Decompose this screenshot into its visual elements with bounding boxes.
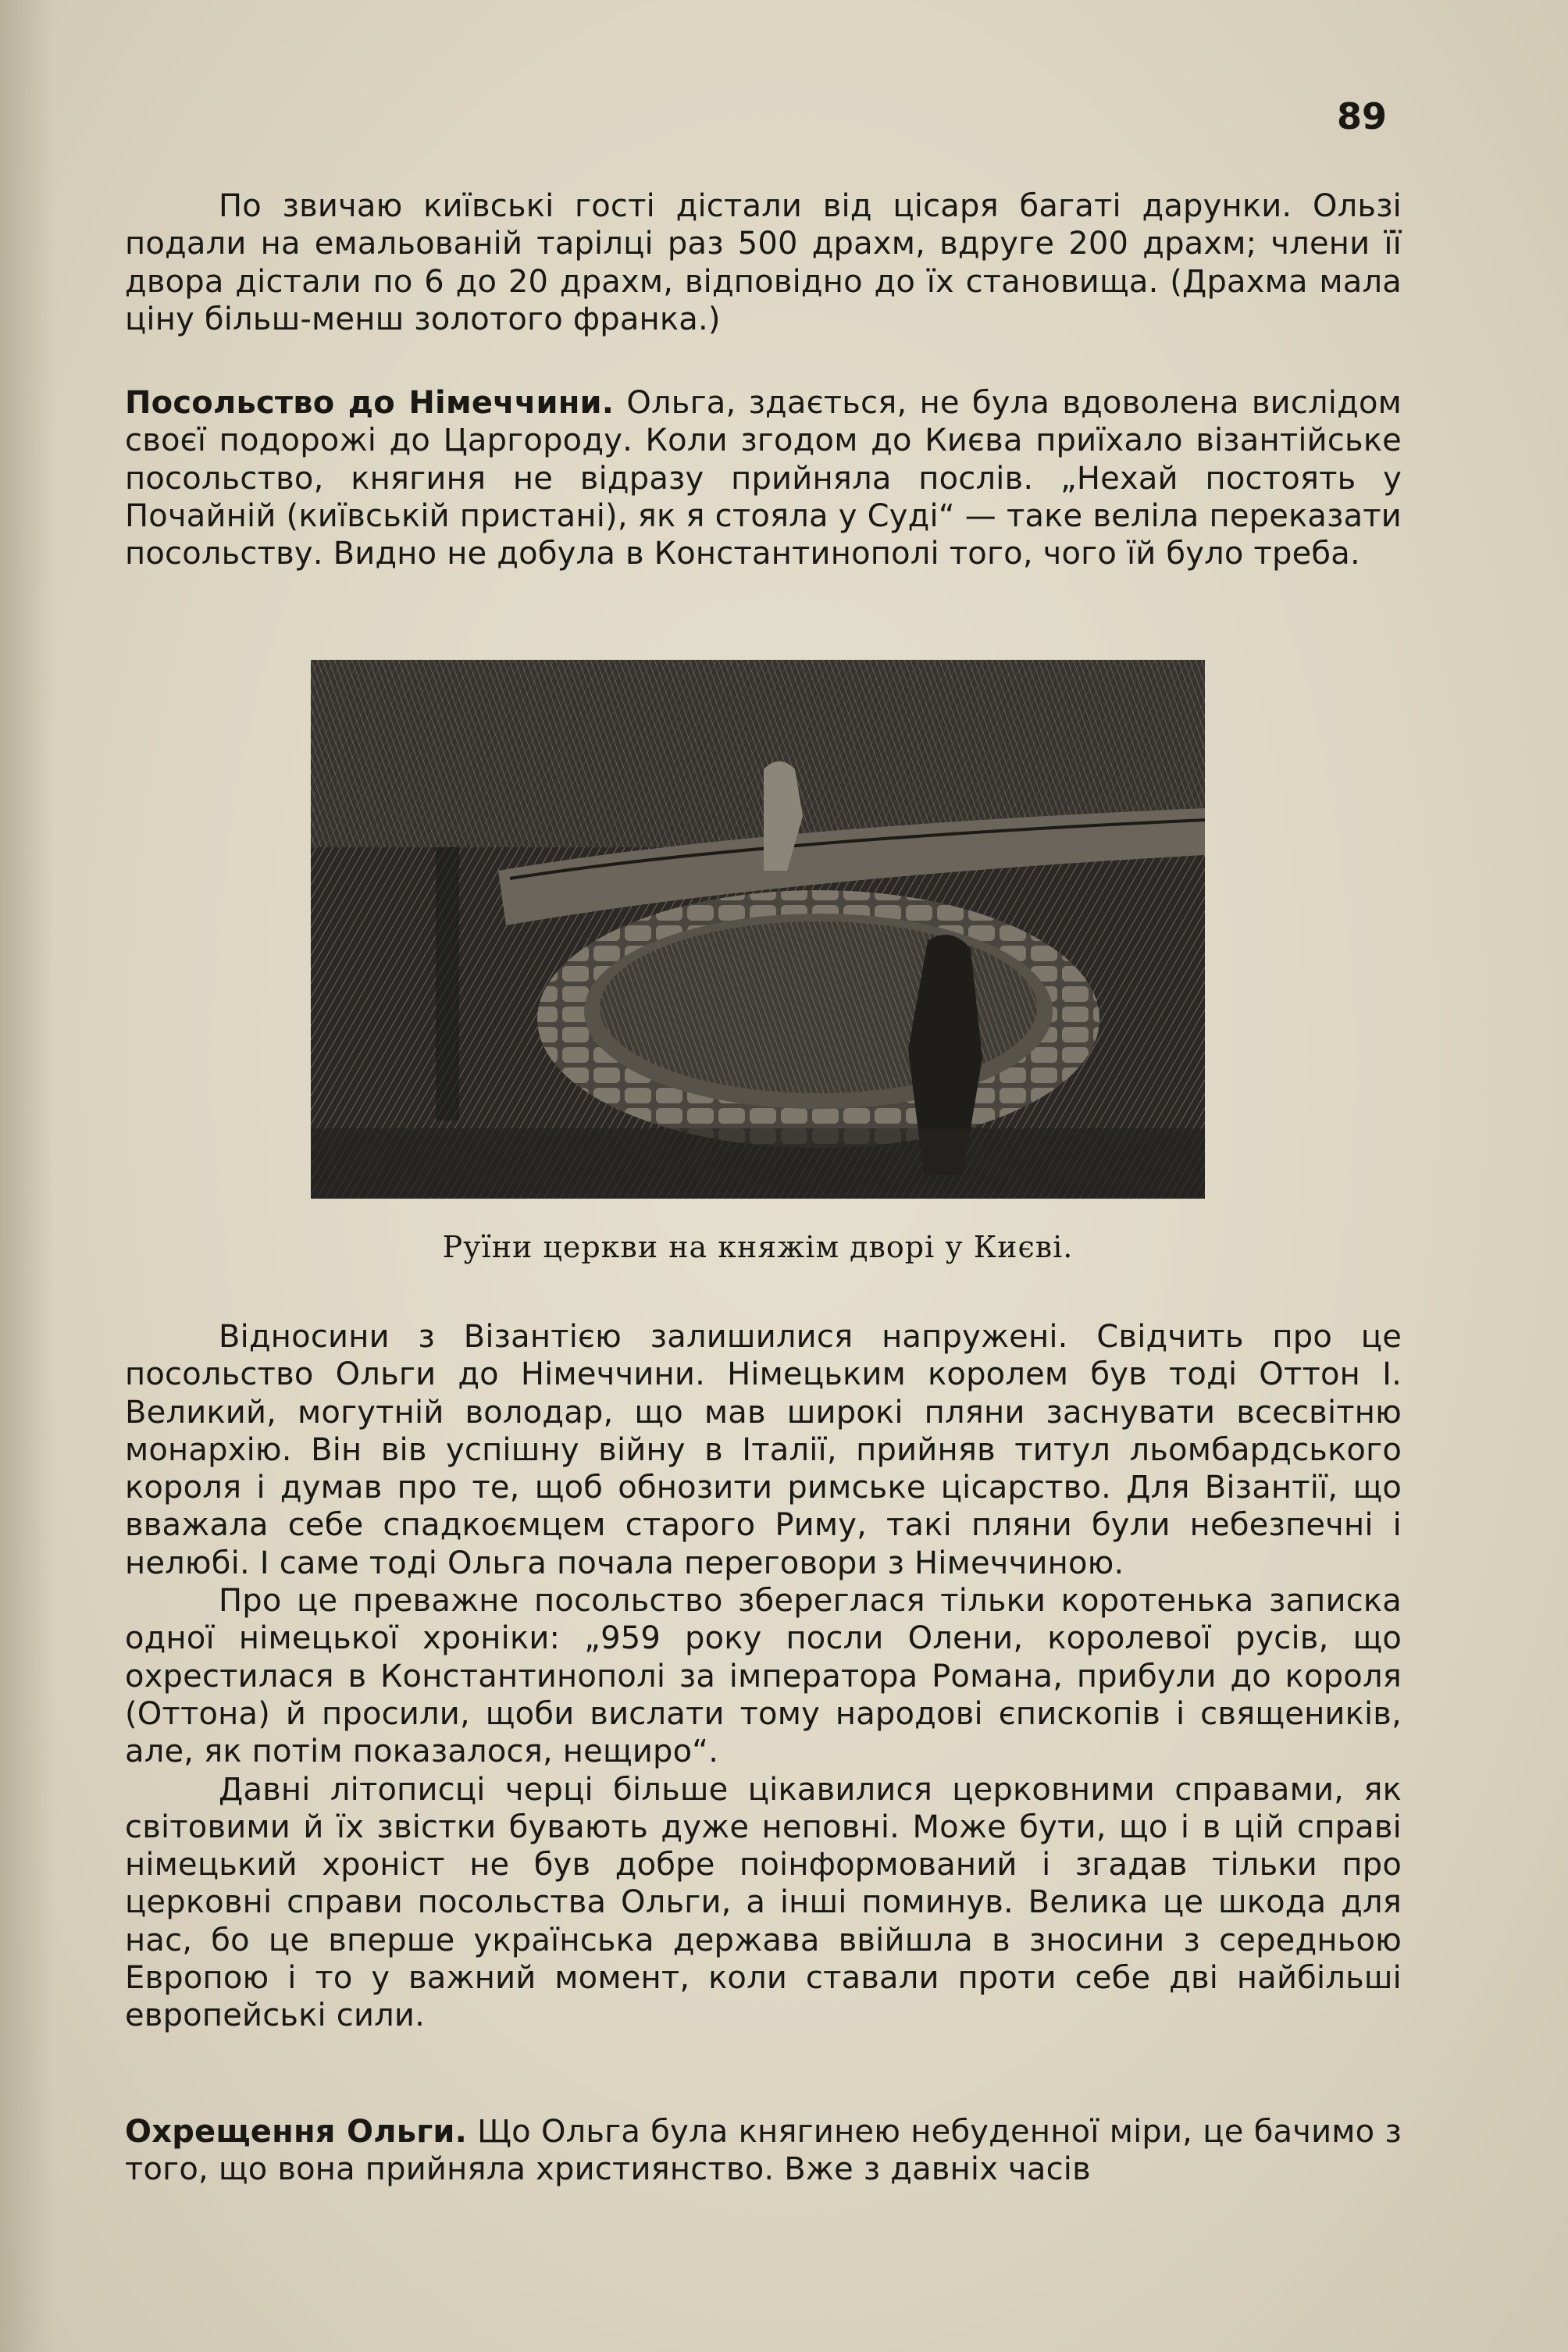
figure-caption: Руїни церкви на княжім дворі у Києві. bbox=[442, 1230, 1074, 1264]
section-heading-embassy-to-germany: Посольство до Німеччини. bbox=[125, 385, 615, 421]
section-text-embassy: Ольга, здається, не була вдоволена вислідом своєї подорожі до Царгороду. Коли згодом до Києва приїхало візантійське посольство, княгиня не відразу прийняла послів. „Нехай постоять у Почайній (київській пристані), як я стояла у Суді“ — таке веліла переказати посольству. Видно не добула в Константинополі того, чого їй було треба. bbox=[125, 385, 1402, 572]
church-ruins-illustration bbox=[311, 660, 1205, 1199]
paragraph-chroniclers: Давні літописці черці більше цікавилися церковними справами, як світовими й їх звістки бувають дуже неповні. Може бути, що і в цій справі німецький хроніст не був добре поінформований і згадав тільки про церковні справи посольства Ольги, а інші поминув. Велика це шкода для нас, бо це вперше українська держава ввійшла в зносини з середньою Европою і то у важний момент, коли ставали проти себе дві найбільші европейські сили. bbox=[125, 1771, 1402, 2034]
paragraph-chronicle: Про це преважне посольство збереглася тільки коротенька записка одної німецької хроніки: „959 року посли Олени, королевої русів, що охрестилася в Константинополі за імператора Романа, прибули до короля (Оттона) й просили, щоби вислати тому народові єпископів і священиків, але, як потім показалося, нещиро“. bbox=[125, 1583, 1402, 1770]
text-block-relations bbox=[125, 1318, 1402, 2035]
section-heading-baptism-of-olga: Охрещення Ольги. bbox=[125, 2114, 467, 2150]
paragraph-baptism bbox=[125, 2113, 1402, 2189]
text-block-embassy bbox=[125, 384, 1402, 572]
page-number: 89 bbox=[1337, 95, 1388, 137]
page-edge-shadow bbox=[0, 0, 55, 2352]
engraving-image bbox=[311, 660, 1205, 1199]
paragraph-embassy bbox=[125, 384, 1402, 572]
text-block-gifts bbox=[125, 187, 1402, 338]
section-text-baptism: Що Ольга була княгинею небуденної міри, це бачимо з того, що вона прийняла християнство. Вже з давніх часів bbox=[125, 2114, 1402, 2188]
text-block-baptism bbox=[125, 2113, 1402, 2189]
paragraph-gifts: По звичаю київські гості дістали від цісаря багаті дарунки. Ользі подали на емальованій тарілці раз 500 драхм, вдруге 200 драхм; члени її двора дістали по 6 до 20 драхм, відповідно до їх становища. (Драхма мала ціну більш-менш золотого франка.) bbox=[125, 188, 1402, 337]
paragraph-relations: Відносини з Візантією залишилися напружені. Свідчить про це посольство Ольги до Німеччини. Німецьким королем був тоді Оттон І. Великий, могутній володар, що мав широкі пляни заснувати всесвітню монархію. Він вів успішну війну в Італії, прийняв титул льомбардського короля і думав про те, щоб обнозити римське цісарство. Для Візантії, що вважала себе спадкоємцем старого Риму, такі пляни були небезпечні і нелюбі. І саме тоді Ольга почала переговори з Німеччиною. bbox=[125, 1319, 1402, 1581]
